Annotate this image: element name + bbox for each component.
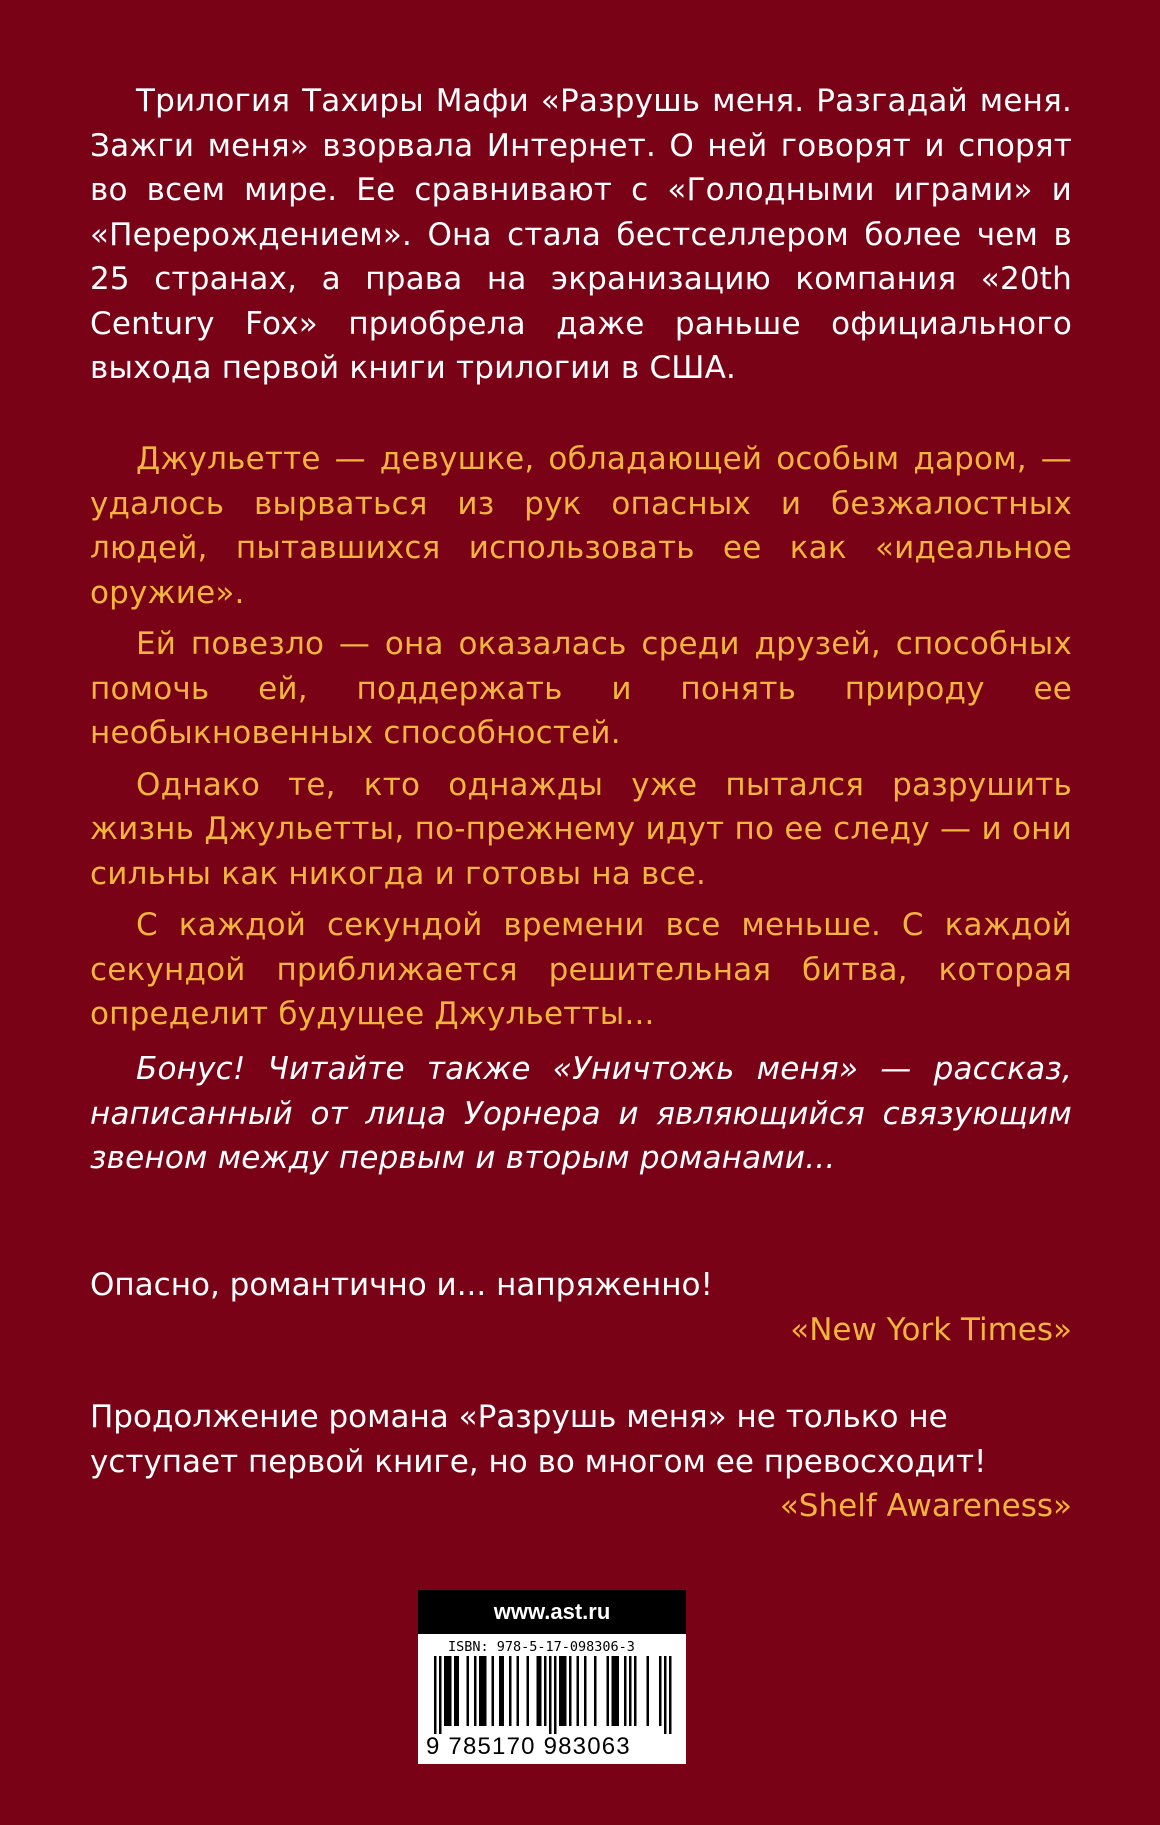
barcode-bar bbox=[577, 1656, 580, 1726]
barcode-bar bbox=[457, 1656, 460, 1726]
bonus-paragraph: Бонус! Читайте также «Уничтожь меня» — рассказ, написанный от лица Уорнера и являющийся связующим звеном между первым и вторым романами... bbox=[90, 1051, 1072, 1176]
barcode-bar bbox=[474, 1656, 477, 1726]
barcode-bar bbox=[594, 1656, 597, 1726]
barcode-bar bbox=[444, 1656, 447, 1726]
barcode-bar bbox=[614, 1656, 617, 1726]
barcode-bar bbox=[559, 1656, 562, 1726]
barcode-bar bbox=[629, 1656, 632, 1726]
barcode-bar bbox=[569, 1656, 572, 1726]
barcode-bar bbox=[484, 1656, 487, 1726]
barcode-bar bbox=[617, 1656, 620, 1726]
synopsis-paragraph: С каждой секундой времени все меньше. С каждой секундой приближается решительная битва, которая определит будущее Джульетты... bbox=[90, 907, 1072, 1032]
barcode-bar bbox=[449, 1656, 452, 1726]
barcode-bar bbox=[527, 1656, 530, 1726]
barcode-bar bbox=[537, 1656, 540, 1726]
synopsis-paragraph: Однако те, кто однажды уже пытался разрушить жизнь Джульетты, по-прежнему идут по ее следу — и они сильны как никогда и готовы на все. bbox=[90, 766, 1072, 892]
review-quote bbox=[90, 1263, 1072, 1352]
barcode-bar bbox=[634, 1656, 637, 1726]
synopsis-paragraph: Ей повезло — она оказалась среди друзей, способных помочь ей, поддержать и понять природу ее необыкновенных способностей. bbox=[90, 626, 1072, 751]
barcode-bar bbox=[434, 1656, 437, 1734]
barcode-bar bbox=[479, 1656, 482, 1726]
barcode-bar bbox=[517, 1656, 520, 1726]
intro-paragraph: Трилогия Тахиры Мафи «Разрушь меня. Разгадай меня. Зажги меня» взорвала Интернет. О ней говорят и спорят во всем мире. Ее сравнивают с «Голодными играми» и «Перерождением». Она стала бестселлером более чем в 25 странах, а права на экранизацию компания «20th Century Fox» приобрела даже раньше официального выхода первой книги трилогии в США. bbox=[90, 83, 1072, 386]
barcode-bar bbox=[499, 1656, 502, 1726]
ean-digits: 9 785170 983063 bbox=[426, 1733, 631, 1760]
review-quote bbox=[90, 1395, 1072, 1529]
synopsis-section bbox=[90, 437, 1072, 1037]
barcode-bar bbox=[482, 1656, 485, 1726]
review-quote-text: Продолжение романа «Разрушь меня» не только не уступает первой книге, но во многом ее превосходит! bbox=[90, 1399, 987, 1480]
synopsis-paragraph: Джульетте — девушке, обладающей особым даром, — удалось вырваться из рук опасных и безжалостных людей, пытавшихся использовать ее как «идеальное оружие». bbox=[90, 441, 1072, 611]
barcode-bar bbox=[659, 1656, 662, 1726]
bonus-section bbox=[90, 1047, 1072, 1181]
review-quote-text: Опасно, романтично и... напряженно! bbox=[90, 1267, 713, 1303]
review-quote-source: «New York Times» bbox=[790, 1311, 1072, 1348]
barcode-bar bbox=[624, 1656, 627, 1726]
barcode-bar bbox=[664, 1656, 667, 1734]
barcode-bar bbox=[544, 1656, 547, 1726]
isbn-text: ISBN: 978-5-17-098306-3 bbox=[448, 1639, 635, 1655]
barcode-bar bbox=[492, 1656, 495, 1726]
barcode-bar bbox=[447, 1656, 450, 1726]
barcode-bar bbox=[454, 1656, 457, 1726]
barcode-bar bbox=[439, 1656, 442, 1734]
barcode-bar bbox=[612, 1656, 615, 1726]
barcode-bar bbox=[467, 1656, 470, 1726]
publisher-url: www.ast.ru bbox=[418, 1590, 686, 1634]
barcode-bar bbox=[669, 1656, 672, 1734]
barcode-label bbox=[418, 1590, 686, 1764]
barcode-bar bbox=[564, 1656, 567, 1726]
barcode-bar bbox=[607, 1656, 610, 1726]
barcode-bar bbox=[647, 1656, 650, 1726]
barcode-bar bbox=[509, 1656, 512, 1726]
review-quote-source: «Shelf Awareness» bbox=[779, 1488, 1072, 1524]
barcode-bar bbox=[502, 1656, 505, 1726]
barcode-bar bbox=[562, 1656, 565, 1726]
barcode-bar bbox=[554, 1656, 557, 1734]
intro-section bbox=[90, 79, 1072, 391]
barcode-bars bbox=[430, 1656, 676, 1734]
barcode-bar bbox=[549, 1656, 552, 1734]
barcode-bar bbox=[539, 1656, 542, 1726]
barcode-bar bbox=[584, 1656, 587, 1726]
